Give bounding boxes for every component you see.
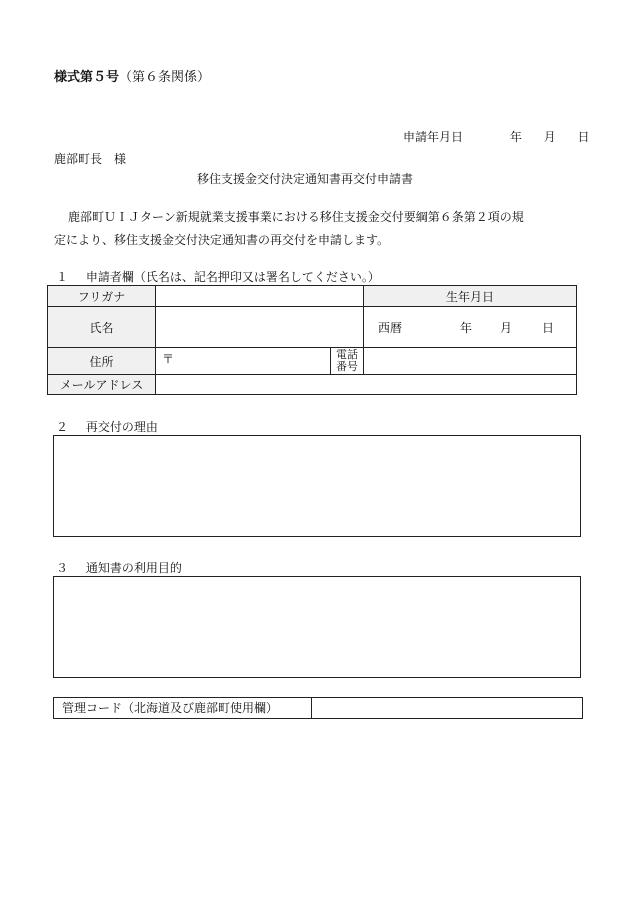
table-row [48, 375, 577, 395]
document-title: 移住支援金交付決定通知書再交付申請書 [197, 172, 414, 186]
address-input[interactable] [156, 348, 331, 375]
section2-number: ２ [56, 420, 69, 434]
section3-number: ３ [56, 561, 69, 575]
birthdate-label: 生年月日 [364, 286, 577, 307]
body-text-line-2: 定により、移住支援金交付決定通知書の再交付を申請します。 [54, 233, 390, 247]
name-input[interactable] [156, 307, 364, 348]
section2-title: 再交付の理由 [85, 420, 158, 434]
section1-heading [56, 268, 380, 285]
management-code-row [53, 697, 583, 719]
postal-mark: 〒 [162, 352, 175, 366]
section1-number: １ [56, 270, 69, 284]
form-article-label: （第６条関係） [119, 70, 211, 85]
phone-label-line2: 番号 [336, 360, 358, 373]
birth-month-label: 月 [500, 321, 513, 335]
date-month: 月 [543, 130, 556, 144]
management-code-input[interactable] [312, 698, 582, 718]
section3-heading [56, 559, 182, 576]
name-label: 氏名 [48, 307, 156, 348]
email-input[interactable] [156, 375, 577, 395]
phone-input[interactable] [364, 348, 577, 375]
address-label: 住所 [48, 348, 156, 375]
form-number-label: 様式第５号 [54, 70, 120, 85]
furigana-label: フリガナ [48, 286, 156, 307]
table-row [48, 348, 577, 375]
phone-label [331, 348, 364, 375]
section1-title: 申請者欄（氏名は、記名押印又は署名してください。） [85, 270, 380, 284]
reason-textarea[interactable] [53, 435, 581, 537]
body-text-line-1: 鹿部町ＵＩＪターン新規就業支援事業における移住支援金交付要綱第６条第２項の規 [68, 210, 524, 224]
phone-label-line1: 電話 [336, 348, 358, 361]
birth-year-label: 年 [460, 321, 473, 335]
date-label: 申請年月日 [403, 130, 464, 144]
section3-title: 通知書の利用目的 [85, 561, 182, 575]
table-row [48, 307, 577, 348]
form-number [54, 66, 210, 85]
addressee: 鹿部町長 様 [54, 152, 127, 166]
birth-day-label: 日 [542, 321, 555, 335]
section2-heading [56, 418, 158, 435]
date-day: 日 [577, 130, 590, 144]
furigana-input[interactable] [156, 286, 364, 307]
date-year: 年 [509, 130, 522, 144]
management-code-label: 管理コード（北海道及び鹿部町使用欄） [54, 698, 312, 718]
application-date [403, 128, 590, 145]
purpose-textarea[interactable] [53, 576, 581, 678]
era-label: 西暦 [378, 321, 403, 335]
applicant-table [47, 285, 577, 395]
birthdate-input[interactable] [364, 307, 577, 348]
email-label: メールアドレス [48, 375, 156, 395]
table-row [48, 286, 577, 307]
